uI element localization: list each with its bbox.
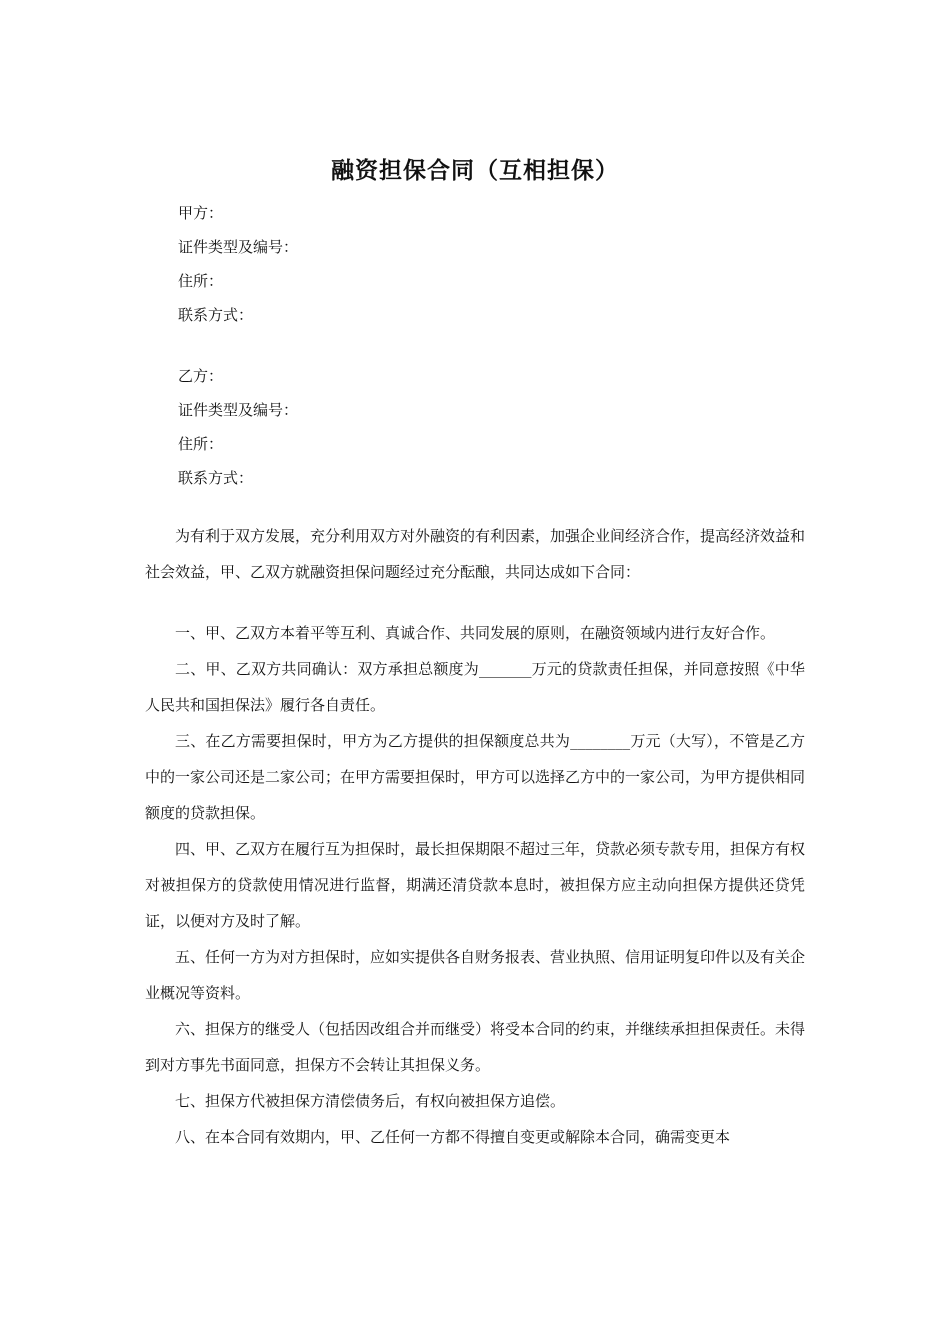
party-b-id-label: 证件类型及编号： bbox=[178, 401, 299, 419]
contract-body bbox=[145, 518, 805, 1155]
clause-2: 二、甲、乙双方共同确认：双方承担总额度为_______万元的贷款责任担保，并同意按照《中华人民共和国担保法》履行各自责任。 bbox=[145, 660, 805, 714]
clause-7: 七、担保方代被担保方清偿债务后，有权向被担保方追偿。 bbox=[175, 1092, 566, 1110]
clause-8: 八、在本合同有效期内，甲、乙任何一方都不得擅自变更或解除本合同，确需变更本 bbox=[175, 1128, 731, 1146]
party-a-address-label: 住所： bbox=[178, 272, 224, 290]
clause-5: 五、任何一方为对方担保时，应如实提供各自财务报表、营业执照、信用证明复印件以及有关企业概况等资料。 bbox=[145, 948, 806, 1002]
party-a-contact-label: 联系方式： bbox=[178, 306, 254, 324]
party-b-block bbox=[178, 359, 818, 495]
party-b-address-label: 住所： bbox=[178, 435, 224, 453]
clause-6: 六、担保方的继受人（包括因改组合并而继受）将受本合同的约束，并继续承担担保责任。未得到对方事先书面同意，担保方不会转让其担保义务。 bbox=[145, 1020, 806, 1074]
party-a-id-label: 证件类型及编号： bbox=[178, 238, 299, 256]
clause-4: 四、甲、乙双方在履行互为担保时，最长担保期限不超过三年，贷款必须专款专用，担保方有权对被担保方的贷款使用情况进行监督，期满还清贷款本息时，被担保方应主动向担保方提供还贷凭证，以便对方及时了解。 bbox=[145, 840, 806, 930]
clause-3: 三、在乙方需要担保时，甲方为乙方提供的担保额度总共为________万元（大写），不管是乙方中的一家公司还是二家公司；在甲方需要担保时，甲方可以选择乙方中的一家公司，为甲方提供相同额度的贷款担保。 bbox=[145, 732, 806, 822]
party-b-contact-label: 联系方式： bbox=[178, 469, 254, 487]
clause-1: 一、甲、乙双方本着平等互利、真诚合作、共同发展的原则，在融资领域内进行友好合作。 bbox=[175, 624, 776, 642]
party-a-block bbox=[178, 196, 818, 332]
document-title: 融资担保合同（互相担保） bbox=[331, 158, 619, 184]
party-b-name-label: 乙方： bbox=[178, 367, 224, 385]
party-a-name-label: 甲方： bbox=[178, 204, 224, 222]
preamble-paragraph: 为有利于双方发展，充分利用双方对外融资的有利因素，加强企业间经济合作，提高经济效益和社会效益，甲、乙双方就融资担保问题经过充分酝酿，共同达成如下合同： bbox=[145, 527, 806, 581]
